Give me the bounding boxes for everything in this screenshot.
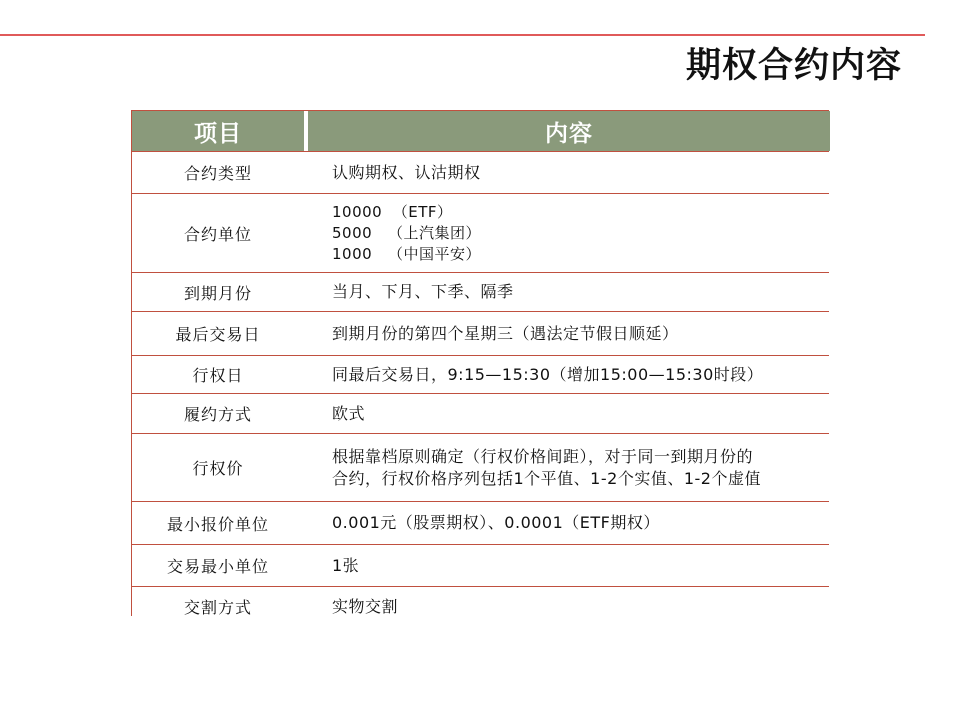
content-line: 根据靠档原则确定（行权价格间距），对于同一到期月份的	[332, 446, 754, 466]
content-line: 5000 （上汽集团）	[332, 223, 481, 242]
row-content	[308, 502, 830, 544]
row-content	[308, 587, 830, 626]
content-line: 1张	[332, 555, 360, 575]
row-item-label: 合约类型	[132, 152, 304, 193]
content-line: 认购期权、认沽期权	[332, 162, 481, 182]
content-line: 到期月份的第四个星期三（遇法定节假日顺延）	[332, 323, 679, 343]
row-item-label: 交割方式	[132, 587, 304, 626]
row-content	[308, 356, 830, 393]
row-content	[308, 312, 830, 355]
row-item-label: 最小报价单位	[132, 502, 304, 544]
row-item-label: 合约单位	[132, 194, 304, 272]
row-content	[308, 545, 830, 586]
row-content	[308, 394, 830, 433]
row-item-label: 到期月份	[132, 273, 304, 311]
content-line: 同最后交易日，9:15—15:30（增加15:00—15:30时段）	[332, 364, 764, 384]
row-item-label: 交易最小单位	[132, 545, 304, 586]
row-item-label: 最后交易日	[132, 312, 304, 355]
page-title: 期权合约内容	[685, 46, 902, 86]
row-content	[308, 434, 830, 501]
row-item-label: 履约方式	[132, 394, 304, 433]
content-line: 合约，行权价格序列包括1个平值、1-2个实值、1-2个虚值	[332, 468, 761, 488]
top-divider-line	[0, 34, 925, 36]
row-item-label: 行权价	[132, 434, 304, 501]
option-contract-table	[131, 110, 829, 616]
row-content	[308, 194, 830, 272]
content-line: 实物交割	[332, 596, 399, 616]
content-line: 当月、下月、下季、隔季	[332, 282, 514, 301]
row-item-label: 行权日	[132, 356, 304, 393]
row-content	[308, 273, 830, 311]
content-line: 欧式	[332, 403, 366, 423]
content-line: 1000 （中国平安）	[332, 244, 481, 263]
table-header-content: 内容	[308, 111, 830, 151]
content-line: 10000 （ETF）	[332, 202, 453, 221]
content-line: 0.001元（股票期权）、0.0001（ETF期权）	[332, 513, 660, 532]
table-header-item: 项目	[132, 111, 304, 151]
row-content	[308, 152, 830, 193]
